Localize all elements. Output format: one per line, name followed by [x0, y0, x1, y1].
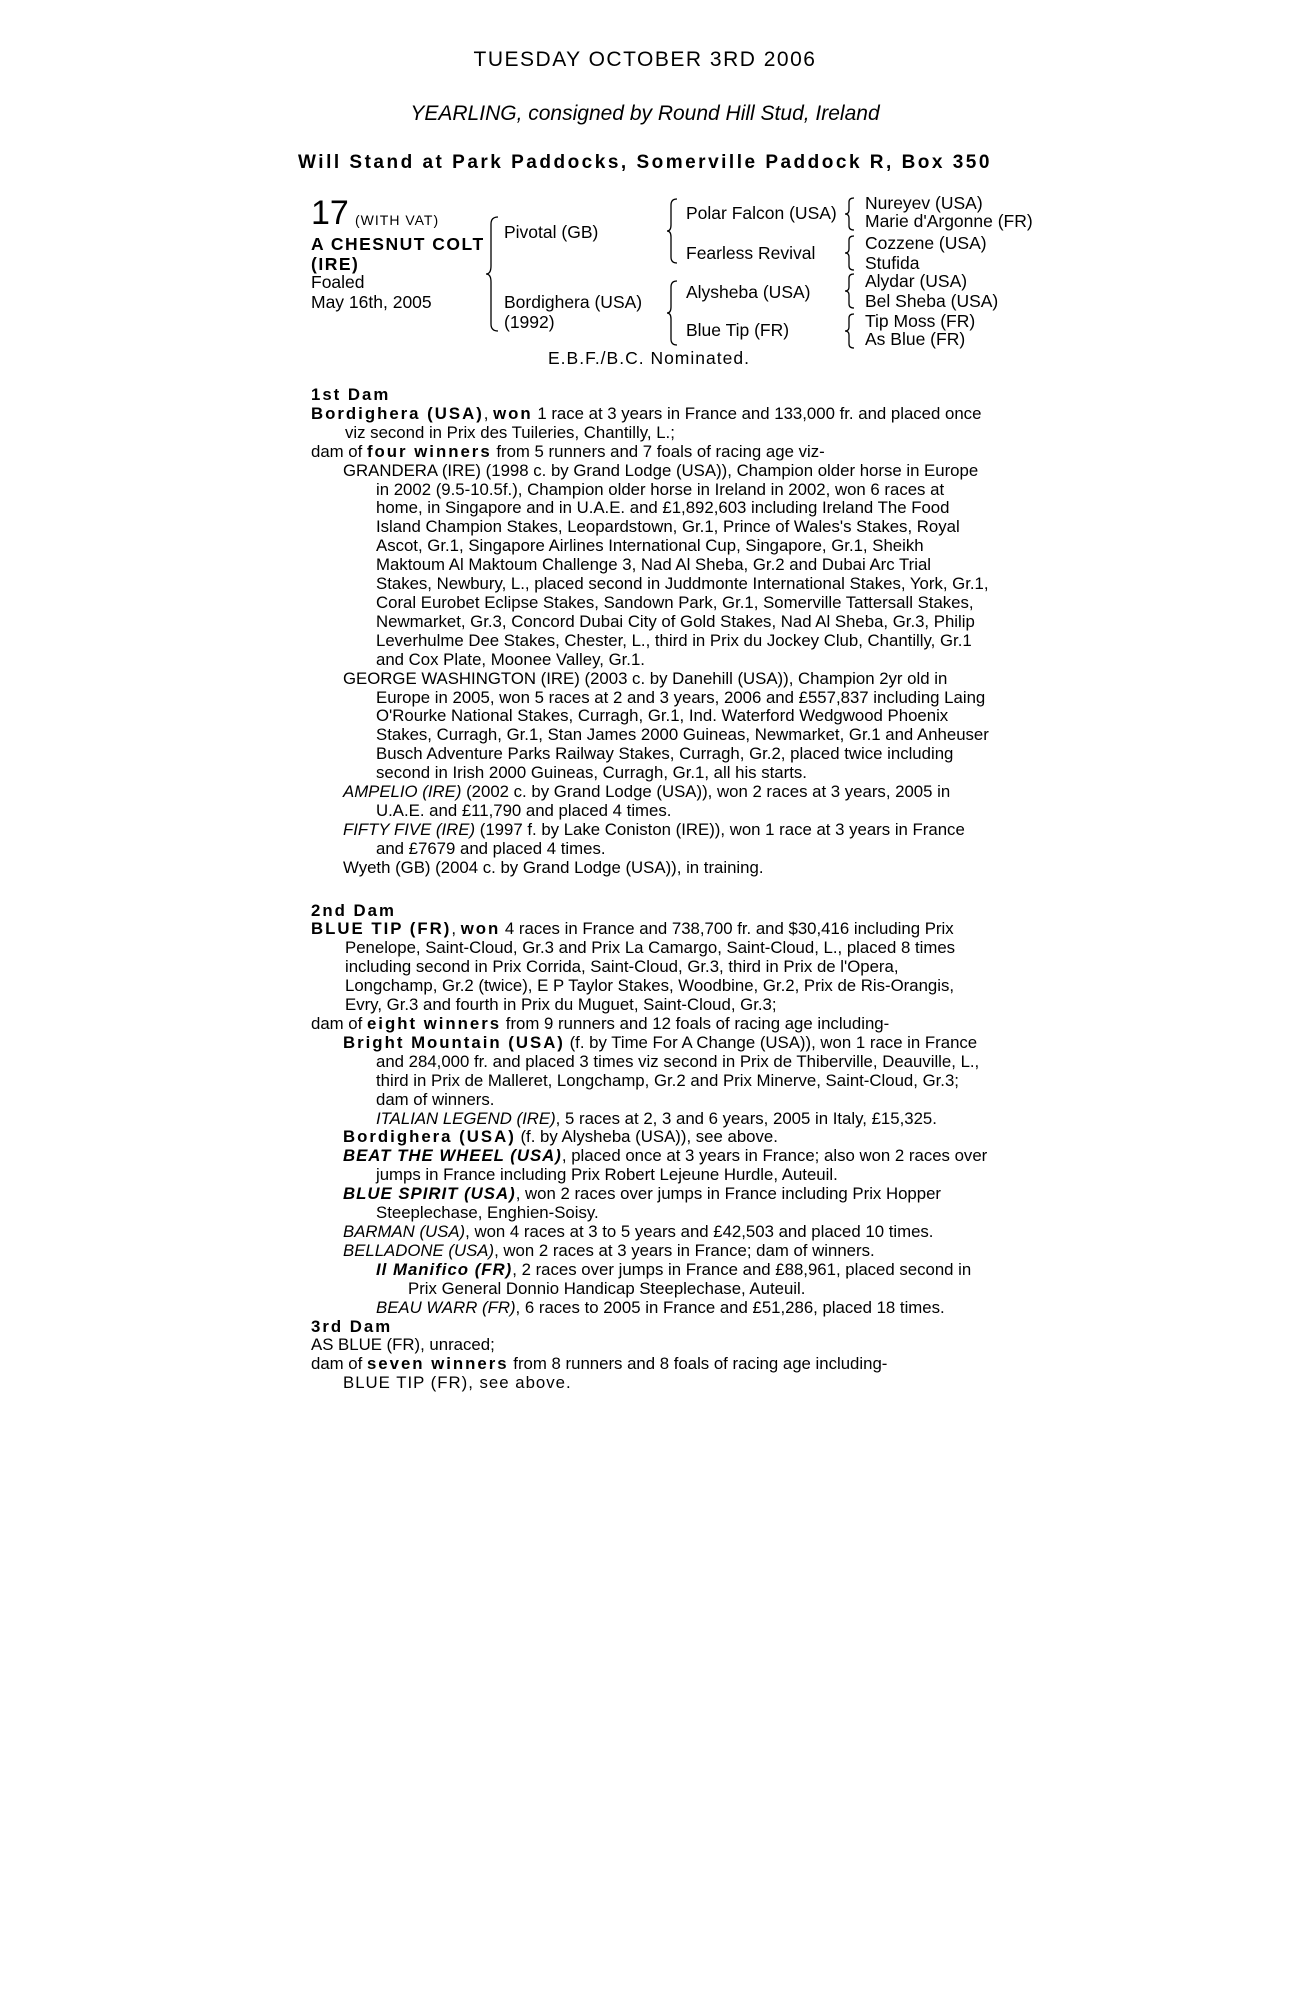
ancestor-4: Stufida: [865, 253, 920, 273]
horse-record: , won 2 races at 3 years in France; dam of winners.: [494, 1240, 875, 1260]
summary-suffix: from 5 runners and 7 foals of racing age viz-: [491, 441, 825, 461]
second-dam-record: BLUE TIP (FR), won 4 races in France and 738,700 fr. and $30,416 including Prix Penelope, Saint-Cloud, Gr.3 and Prix La Camargo, Saint-Cloud, L., placed 8 times including second in Prix Corrida, Saint-Cloud, Gr.3, third in Prix de l'Opera, Longchamp, Gr.2 (twice), E P Taylor Stakes, Woodbine, Gr.2, Prix de Ris-Orangis, Evry, Gr.3 and fourth in Prix du Muguet, Saint-Cloud, Gr.3;: [311, 919, 956, 1015]
lot-breeding-country: (IRE): [311, 254, 360, 274]
second-dam-won: won: [460, 919, 501, 939]
ancestor-3: Cozzene (USA): [865, 233, 987, 253]
produce-blue-tip: BLUE TIP (FR), see above.: [343, 1373, 572, 1393]
sale-date: TUESDAY OCTOBER 3RD 2006: [473, 48, 817, 71]
first-dam-record: Bordighera (USA), won 1 race at 3 years in France and 133,000 fr. and placed once viz second in Prix des Tuileries, Chantilly, L.;: [311, 403, 982, 442]
horse-name: FIFTY FIVE (IRE): [343, 819, 476, 839]
gen3-brace-1: [845, 197, 855, 231]
ancestor-5: Alydar (USA): [865, 271, 968, 291]
grandproduce-il-manifico: [311, 1261, 991, 1299]
foaled-date: May 16th, 2005: [311, 292, 432, 312]
nomination-note: E.B.F./B.C. Nominated.: [548, 348, 750, 368]
ancestor-1: Nureyev (USA): [865, 193, 983, 213]
second-dam-heading: 2nd Dam: [311, 900, 396, 920]
horse-name: BEAT THE WHEEL (USA): [343, 1146, 562, 1166]
horse-name: BARMAN (USA): [343, 1221, 466, 1241]
standing-location: Will Stand at Park Paddocks, Somerville Paddock R, Box 350: [298, 152, 992, 173]
first-dam-name: Bordighera (USA): [311, 403, 484, 423]
sire-dam: Fearless Revival: [686, 243, 816, 263]
ancestor-2: Marie d'Argonne (FR): [865, 211, 1033, 231]
horse-record: (2002 c. by Grand Lodge (USA)), won 2 races at 3 years, 2005 in U.A.E. and £11,790 and placed 4 times.: [376, 782, 951, 820]
horse-record: , won 2 races over jumps in France including Prix Hopper Steeplechase, Enghien-Soisy.: [376, 1184, 942, 1223]
third-dam-record: AS BLUE (FR), unraced;: [311, 1335, 495, 1355]
produce-fifty-five: [311, 821, 991, 859]
produce-blue-spirit: [311, 1185, 991, 1223]
horse-name: AMPELIO (IRE): [343, 782, 462, 802]
sire-parents-brace: [667, 198, 679, 264]
second-dam-record-text: 4 races in France and 738,700 fr. and $30,416 including Prix Penelope, Saint-Cloud, Gr.3 and Prix La Camargo, Saint-Cloud, L., placed 8 times including second in Prix Corrida, Saint-Cloud, Gr.3, third in Prix de l'Opera, Longchamp, Gr.2 (twice), E P Taylor Stakes, Woodbine, Gr.2, Prix de Ris-Orangis, Evry, Gr.3 and fourth in Prix du Muguet, Saint-Cloud, Gr.3;: [345, 919, 956, 1015]
winners-count: four winners: [366, 441, 492, 461]
second-dam-name: BLUE TIP (FR): [311, 919, 452, 939]
first-dam-produce-summary: [311, 443, 991, 462]
vat-note: (WITH VAT): [355, 212, 440, 228]
produce-beat-the-wheel: [311, 1147, 991, 1185]
dam-parents-brace: [667, 280, 679, 346]
horse-record: (f. by Alysheba (USA)), see above.: [515, 1127, 778, 1147]
dam-sire: Alysheba (USA): [686, 282, 811, 302]
produce-belladone: [311, 1242, 991, 1261]
produce-bright-mountain: [311, 1034, 991, 1110]
horse-record: , won 4 races at 3 to 5 years and £42,503 and placed 10 times.: [465, 1221, 934, 1241]
first-dam-won: won: [493, 403, 533, 423]
produce-wyeth: Wyeth (GB) (2004 c. by Grand Lodge (USA)), in training.: [343, 857, 764, 877]
dam-name: Bordighera (USA): [504, 292, 643, 312]
dam-year: (1992): [504, 312, 555, 332]
winners-count: seven winners: [366, 1354, 509, 1374]
second-dam-produce-summary: [311, 1015, 991, 1034]
summary-prefix: dam of: [311, 441, 367, 461]
horse-name: BLUE SPIRIT (USA): [343, 1184, 516, 1204]
horse-record: , 5 races at 2, 3 and 6 years, 2005 in Italy, £15,325.: [555, 1108, 937, 1128]
first-dam-record-text: 1 race at 3 years in France and 133,000 fr. and placed once viz second in Prix des Tuileries, Chantilly, L.;: [345, 403, 982, 442]
produce-bordighera: [311, 1128, 991, 1147]
ancestor-7: Tip Moss (FR): [865, 311, 976, 331]
summary-prefix: dam of: [311, 1014, 367, 1033]
catalogue-text: [311, 386, 991, 1393]
ancestor-8: As Blue (FR): [865, 329, 966, 349]
pedigree-block: [0, 0, 1290, 380]
lot-number: 17: [311, 194, 349, 232]
horse-name: BELLADONE (USA): [343, 1240, 495, 1260]
gen3-brace-2: [845, 235, 855, 271]
produce-ampelio: [311, 783, 991, 821]
consignment-line: YEARLING, consigned by Round Hill Stud, Ireland: [410, 102, 880, 125]
third-dam-heading: 3rd Dam: [311, 1316, 393, 1336]
ancestor-6: Bel Sheba (USA): [865, 291, 999, 311]
gen3-brace-4: [845, 313, 855, 349]
horse-record: (1997 f. by Lake Coniston (IRE)), won 1 race at 3 years in France and £7679 and placed 4 times.: [376, 819, 965, 858]
sire-sire: Polar Falcon (USA): [686, 203, 837, 223]
horse-name: ITALIAN LEGEND (IRE): [376, 1108, 556, 1128]
produce-barman: [311, 1223, 991, 1242]
sire-dam-brace: [486, 216, 500, 332]
grandproduce-beau-warr: [311, 1299, 991, 1318]
gen3-brace-3: [845, 273, 855, 309]
horse-record: , 6 races to 2005 in France and £51,286, placed 18 times.: [515, 1297, 945, 1317]
lot-description: A CHESNUT COLT: [311, 234, 485, 254]
sire-name: Pivotal (GB): [504, 222, 599, 242]
horse-name: Bordighera (USA): [343, 1127, 516, 1147]
summary-suffix: from 9 runners and 12 foals of racing age including-: [501, 1014, 890, 1033]
produce-grandera: GRANDERA (IRE) (1998 c. by Grand Lodge (USA)), Champion older horse in Europe in 2002 (9.5-10.5f.), Champion older horse in Ireland in 2002, won 6 races at home, in Singapore and in U.A.E. and £1,892,603 including Ireland The Food Island Champion Stakes, Leopardstown, Gr.1, Prince of Wales's Stakes, Royal Ascot, Gr.1, Singapore Airlines International Cup, Singapore, Gr.1, Sheikh Maktoum Al Maktoum Challenge 3, Nad Al Sheba, Gr.2 and Dubai Arc Trial Stakes, Newbury, L., placed second in Juddmonte International Stakes, York, Gr.1, Coral Eurobet Eclipse Stakes, Sandown Park, Gr.1, Somerville Tattersall Stakes, Newmarket, Gr.3, Concord Dubai City of Gold Stakes, Nad Al Sheba, Gr.3, Philip Leverhulme Dee Stakes, Chester, L., third in Prix du Jockey Club, Chantilly, Gr.1 and Cox Plate, Moonee Valley, Gr.1.: [343, 460, 989, 669]
horse-name: BEAU WARR (FR): [376, 1297, 516, 1317]
summary-prefix: dam of: [311, 1354, 367, 1374]
produce-george-washington: GEORGE WASHINGTON (IRE) (2003 c. by Danehill (USA)), Champion 2yr old in Europe in 2005, won 5 races at 2 and 3 years, 2006 and £557,837 including Laing O'Rourke National Stakes, Curragh, Gr.1, Ind. Waterford Wedgwood Phoenix Stakes, Curragh, Gr.1, Stan James 2000 Guineas, Newmarket, Gr.1 and Anheuser Busch Adventure Parks Railway Stakes, Curragh, Gr.2, placed twice including second in Irish 2000 Guineas, Curragh, Gr.1, all his starts.: [343, 668, 989, 783]
summary-suffix: from 8 runners and 8 foals of racing age including-: [508, 1354, 888, 1374]
horse-record: , 2 races over jumps in France and £88,961, placed second in Prix General Donnio Handicap Steeplechase, Auteuil.: [408, 1259, 972, 1298]
third-dam-produce-summary: [311, 1355, 991, 1374]
horse-name: Bright Mountain (USA): [343, 1032, 565, 1052]
grandproduce-italian-legend: [311, 1110, 991, 1129]
horse-name: Il Manifico (FR): [376, 1259, 513, 1279]
first-dam-heading: 1st Dam: [311, 385, 391, 404]
horse-record: , placed once at 3 years in France; also won 2 races over jumps in France including Prix Robert Lejeune Hurdle, Auteuil.: [376, 1146, 988, 1185]
horse-record: (f. by Time For A Change (USA)), won 1 race in France and 284,000 fr. and placed 3 times viz second in Prix de Thiberville, Deauville, L., third in Prix de Malleret, Longchamp, Gr.2 and Prix Minerve, Saint-Cloud, Gr.3; dam of winners.: [376, 1032, 980, 1109]
dam-dam: Blue Tip (FR): [686, 320, 790, 340]
foaled-label: Foaled: [311, 272, 365, 292]
winners-count: eight winners: [366, 1014, 502, 1033]
